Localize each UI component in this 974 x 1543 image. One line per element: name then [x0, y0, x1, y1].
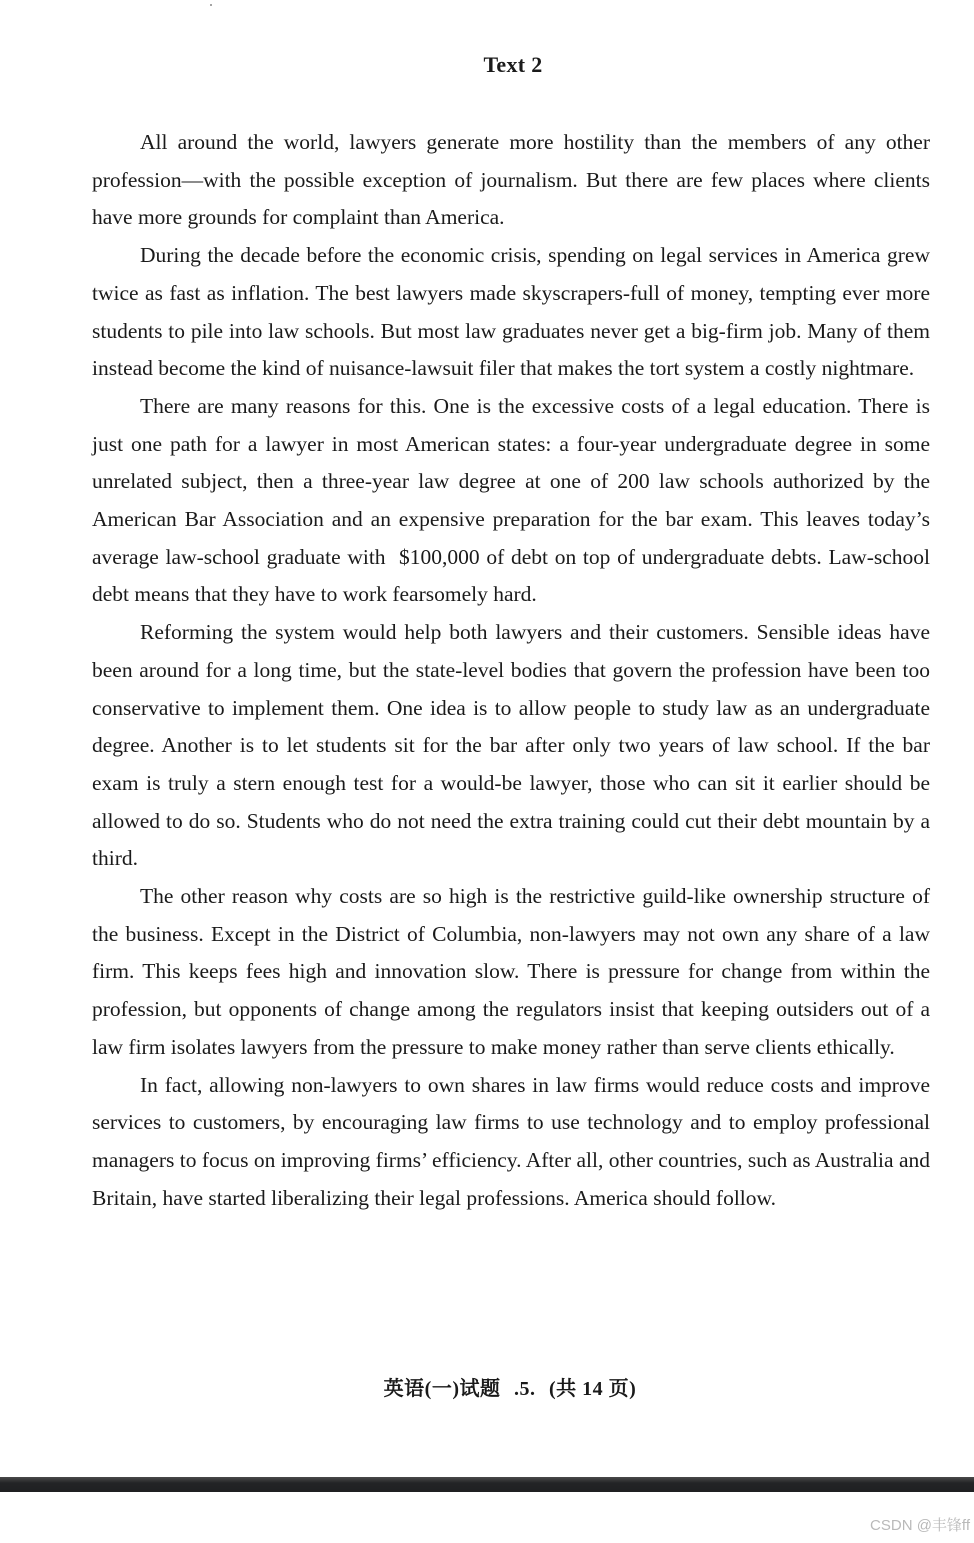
scan-speck [210, 4, 212, 6]
page-footer [0, 1372, 974, 1401]
total-pages: (共 14 页) [549, 1378, 637, 1400]
exam-name: 英语(一)试题 [383, 1378, 501, 1400]
paragraph-4: Reforming the system would help both lawyers and their customers. Sensible ideas have been around for a long time, but the state-level bodies that govern the profession have been too conservative to implement them. One idea is to allow people to study law as an undergraduate degree. Another is to let students sit for the bar after only two years of law school. If the bar exam is truly a stern enough test for a would-be lawyer, those who can sit it earlier should be allowed to do so. Students who do not need the extra training could cut their debt mountain by a third. [92, 620, 930, 871]
page-number: .5. [514, 1378, 536, 1400]
watermark: CSDN @丰锋ff [870, 1517, 970, 1534]
paragraph-6: In fact, allowing non-lawyers to own shares in law firms would reduce costs and improve services to customers, by encouraging law firms to use technology and to employ professional managers to focus on improving firms’ efficiency. After all, other countries, such as Australia and Britain, have started liberalizing their legal professions. America should follow. [92, 1072, 930, 1210]
paragraph-1: All around the world, lawyers generate more hostility than the members of any other profession—with the possible exception of journalism. But there are few places where clients have more grounds for complaint than America. [92, 130, 930, 230]
viewer-bottom-bar [0, 1477, 974, 1492]
paragraph-2: During the decade before the economic crisis, spending on legal services in America grew twice as fast as inflation. The best lawyers made skyscrapers-full of money, tempting ever more students to pile into law schools. But most law graduates never get a big-firm job. Many of them instead become the kind of nuisance-lawsuit filer that makes the tort system a costly nightmare. [92, 243, 930, 381]
paragraph-5: The other reason why costs are so high is the restrictive guild-like ownership structure of the business. Except in the District of Columbia, non-lawyers may not own any share of a law firm. This keeps fees high and innovation slow. There is pressure for change from within the profession, but opponents of change among the regulators insist that keeping outsiders out of a law firm isolates lawyers from the pressure to make money rather than serve clients ethically. [92, 884, 930, 1059]
document-body [92, 124, 930, 1217]
paragraph-3: There are many reasons for this. One is the excessive costs of a legal education. There is just one path for a lawyer in most American states: a four-year undergraduate degree in some unrelated subject, then a three-year law degree at one of 200 law schools authorized by the American Bar Association and an expensive preparation for the bar exam. This leaves today’s average law-school graduate with $100,000 of debt on top of undergraduate debts. Law-school debt means that they have to work fearsomely hard. [92, 393, 930, 607]
document-title: Text 2 [483, 52, 543, 77]
